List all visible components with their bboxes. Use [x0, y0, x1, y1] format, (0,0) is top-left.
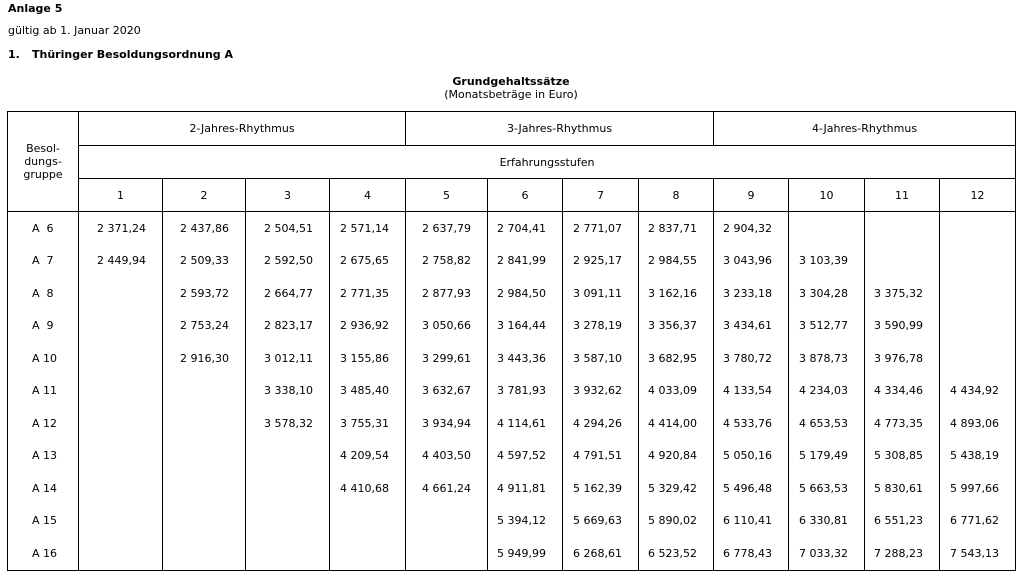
stage-header-8: 8 [639, 179, 714, 212]
stage-header-2: 2 [163, 179, 246, 212]
salary-cell: 3 682,95 [639, 342, 714, 375]
salary-cell [789, 212, 865, 245]
salary-cell: 4 033,09 [639, 375, 714, 408]
rhythm-2-header: 2-Jahres-Rhythmus [79, 112, 406, 146]
salary-cell: 3 304,28 [789, 277, 865, 310]
salary-cell: 3 590,99 [865, 310, 940, 343]
salary-cell: 3 103,39 [789, 245, 865, 278]
salary-cell: 3 299,61 [406, 342, 488, 375]
salary-cell: 6 330,81 [789, 505, 865, 538]
salary-cell: 4 234,03 [789, 375, 865, 408]
group-label-line: dungs- [24, 155, 62, 168]
experience-stages-header: Erfahrungsstufen [79, 146, 1016, 179]
group-cell: A 12 [8, 407, 79, 440]
group-cell: A 16 [8, 537, 79, 570]
salary-cell: 4 773,35 [865, 407, 940, 440]
salary-cell: 4 653,53 [789, 407, 865, 440]
salary-cell: 3 233,18 [714, 277, 789, 310]
table-row [8, 407, 1016, 440]
salary-cell: 2 841,99 [488, 245, 563, 278]
table-row [8, 537, 1016, 570]
salary-cell: 3 155,86 [330, 342, 406, 375]
salary-cell: 4 294,26 [563, 407, 639, 440]
salary-cell: 3 781,93 [488, 375, 563, 408]
group-cell: A 7 [8, 245, 79, 278]
salary-cell: 5 997,66 [940, 472, 1016, 505]
salary-cell [246, 505, 330, 538]
group-cell: A 10 [8, 342, 79, 375]
salary-cell: 5 050,16 [714, 440, 789, 473]
stage-header-9: 9 [714, 179, 789, 212]
salary-cell: 2 837,71 [639, 212, 714, 245]
salary-cell: 5 329,42 [639, 472, 714, 505]
salary-cell [940, 342, 1016, 375]
salary-cell [163, 505, 246, 538]
salary-cell [406, 537, 488, 570]
salary-cell: 3 632,67 [406, 375, 488, 408]
group-label-line: gruppe [23, 168, 63, 181]
salary-cell: 4 911,81 [488, 472, 563, 505]
salary-cell: 4 661,24 [406, 472, 488, 505]
stage-header-12: 12 [940, 179, 1016, 212]
stage-header-10: 10 [789, 179, 865, 212]
salary-cell: 3 443,36 [488, 342, 563, 375]
salary-cell: 2 771,35 [330, 277, 406, 310]
group-cell: A 6 [8, 212, 79, 245]
salary-cell: 6 268,61 [563, 537, 639, 570]
rhythm-3-header: 3-Jahres-Rhythmus [406, 112, 714, 146]
salary-cell: 5 496,48 [714, 472, 789, 505]
table-row [8, 310, 1016, 343]
table-row [8, 375, 1016, 408]
table-row [8, 342, 1016, 375]
salary-cell: 2 925,17 [563, 245, 639, 278]
salary-cell: 6 110,41 [714, 505, 789, 538]
salary-cell: 5 179,49 [789, 440, 865, 473]
salary-cell: 3 162,16 [639, 277, 714, 310]
salary-cell: 5 949,99 [488, 537, 563, 570]
table-row [8, 212, 1016, 245]
salary-cell: 5 830,61 [865, 472, 940, 505]
salary-cell: 3 485,40 [330, 375, 406, 408]
salary-cell [940, 245, 1016, 278]
salary-cell: 6 523,52 [639, 537, 714, 570]
stage-header-1: 1 [79, 179, 163, 212]
table-row [8, 440, 1016, 473]
stage-header-6: 6 [488, 179, 563, 212]
rhythm-4-header: 4-Jahres-Rhythmus [714, 112, 1016, 146]
salary-cell [330, 505, 406, 538]
salary-cell: 2 771,07 [563, 212, 639, 245]
salary-cell: 2 437,86 [163, 212, 246, 245]
group-cell: A 11 [8, 375, 79, 408]
table-subtitle: (Monatsbeträge in Euro) [444, 88, 578, 101]
salary-cell [79, 310, 163, 343]
salary-cell: 3 878,73 [789, 342, 865, 375]
table-row [8, 245, 1016, 278]
salary-cell: 4 791,51 [563, 440, 639, 473]
salary-cell: 2 753,24 [163, 310, 246, 343]
salary-cell [79, 505, 163, 538]
group-column-header [8, 112, 79, 212]
table-row [8, 472, 1016, 505]
salary-cell: 2 664,77 [246, 277, 330, 310]
group-cell: A 14 [8, 472, 79, 505]
salary-cell [79, 472, 163, 505]
salary-cell: 4 410,68 [330, 472, 406, 505]
salary-cell: 3 278,19 [563, 310, 639, 343]
salary-cell: 4 597,52 [488, 440, 563, 473]
salary-cell: 2 592,50 [246, 245, 330, 278]
salary-cell: 3 976,78 [865, 342, 940, 375]
salary-cell [163, 440, 246, 473]
salary-cell [163, 537, 246, 570]
salary-cell: 2 509,33 [163, 245, 246, 278]
section-title: Thüringer Besoldungsordnung A [32, 48, 234, 61]
salary-cell: 3 578,32 [246, 407, 330, 440]
salary-cell [163, 407, 246, 440]
salary-cell [865, 212, 940, 245]
stage-header-11: 11 [865, 179, 940, 212]
salary-cell [406, 505, 488, 538]
salary-cell [330, 537, 406, 570]
salary-cell: 2 916,30 [163, 342, 246, 375]
salary-cell [79, 440, 163, 473]
group-column-label [8, 142, 78, 181]
salary-cell: 2 704,41 [488, 212, 563, 245]
salary-cell: 3 043,96 [714, 245, 789, 278]
stage-header-5: 5 [406, 179, 488, 212]
salary-cell: 2 823,17 [246, 310, 330, 343]
salary-cell: 4 434,92 [940, 375, 1016, 408]
salary-cell [79, 277, 163, 310]
group-label-line: Besol- [26, 142, 60, 155]
salary-cell: 5 394,12 [488, 505, 563, 538]
salary-cell: 5 663,53 [789, 472, 865, 505]
salary-cell: 4 403,50 [406, 440, 488, 473]
salary-cell: 5 308,85 [865, 440, 940, 473]
salary-cell: 2 593,72 [163, 277, 246, 310]
salary-cell: 6 778,43 [714, 537, 789, 570]
salary-cell [246, 440, 330, 473]
group-cell: A 13 [8, 440, 79, 473]
salary-cell: 2 371,24 [79, 212, 163, 245]
salary-cell: 2 904,32 [714, 212, 789, 245]
salary-cell: 3 356,37 [639, 310, 714, 343]
salary-cell [163, 472, 246, 505]
salary-cell: 5 438,19 [940, 440, 1016, 473]
salary-cell [246, 472, 330, 505]
table-title: Grundgehaltssätze [452, 75, 570, 88]
salary-cell: 5 890,02 [639, 505, 714, 538]
salary-cell: 4 920,84 [639, 440, 714, 473]
salary-cell: 4 114,61 [488, 407, 563, 440]
salary-cell: 2 675,65 [330, 245, 406, 278]
salary-cell [865, 245, 940, 278]
salary-cell: 2 758,82 [406, 245, 488, 278]
salary-cell: 2 984,55 [639, 245, 714, 278]
salary-cell: 4 533,76 [714, 407, 789, 440]
salary-cell: 2 936,92 [330, 310, 406, 343]
salary-cell: 2 877,93 [406, 277, 488, 310]
salary-cell: 2 571,14 [330, 212, 406, 245]
valid-from-text: gültig ab 1. Januar 2020 [8, 24, 141, 37]
salary-cell: 3 050,66 [406, 310, 488, 343]
salary-cell: 7 543,13 [940, 537, 1016, 570]
salary-cell [940, 310, 1016, 343]
salary-cell: 2 504,51 [246, 212, 330, 245]
salary-cell: 5 669,63 [563, 505, 639, 538]
stage-header-4: 4 [330, 179, 406, 212]
salary-cell: 3 434,61 [714, 310, 789, 343]
salary-cell: 4 209,54 [330, 440, 406, 473]
annex-label: Anlage 5 [8, 2, 63, 15]
salary-cell: 4 133,54 [714, 375, 789, 408]
salary-cell: 3 012,11 [246, 342, 330, 375]
salary-cell [940, 277, 1016, 310]
salary-cell: 4 334,46 [865, 375, 940, 408]
salary-cell: 7 033,32 [789, 537, 865, 570]
salary-cell: 4 893,06 [940, 407, 1016, 440]
salary-cell: 6 771,62 [940, 505, 1016, 538]
salary-cell: 3 512,77 [789, 310, 865, 343]
salary-cell: 7 288,23 [865, 537, 940, 570]
section-heading [8, 48, 233, 61]
salary-cell: 2 637,79 [406, 212, 488, 245]
salary-cell [940, 212, 1016, 245]
salary-cell: 3 091,11 [563, 277, 639, 310]
group-cell: A 9 [8, 310, 79, 343]
salary-cell: 3 338,10 [246, 375, 330, 408]
salary-cell: 3 780,72 [714, 342, 789, 375]
salary-cell [246, 537, 330, 570]
salary-cell [79, 537, 163, 570]
salary-cell: 3 934,94 [406, 407, 488, 440]
salary-cell: 3 755,31 [330, 407, 406, 440]
salary-cell [79, 375, 163, 408]
salary-cell: 5 162,39 [563, 472, 639, 505]
salary-table [7, 111, 1016, 571]
group-cell: A 15 [8, 505, 79, 538]
salary-cell [163, 375, 246, 408]
group-cell: A 8 [8, 277, 79, 310]
salary-cell: 3 164,44 [488, 310, 563, 343]
stage-header-3: 3 [246, 179, 330, 212]
salary-cell [79, 342, 163, 375]
salary-cell: 4 414,00 [639, 407, 714, 440]
table-row [8, 505, 1016, 538]
table-row [8, 277, 1016, 310]
salary-cell: 3 587,10 [563, 342, 639, 375]
salary-cell: 3 375,32 [865, 277, 940, 310]
section-number: 1. [8, 48, 20, 61]
stage-header-7: 7 [563, 179, 639, 212]
salary-cell [79, 407, 163, 440]
salary-cell: 2 984,50 [488, 277, 563, 310]
salary-cell: 2 449,94 [79, 245, 163, 278]
salary-cell: 6 551,23 [865, 505, 940, 538]
salary-cell: 3 932,62 [563, 375, 639, 408]
